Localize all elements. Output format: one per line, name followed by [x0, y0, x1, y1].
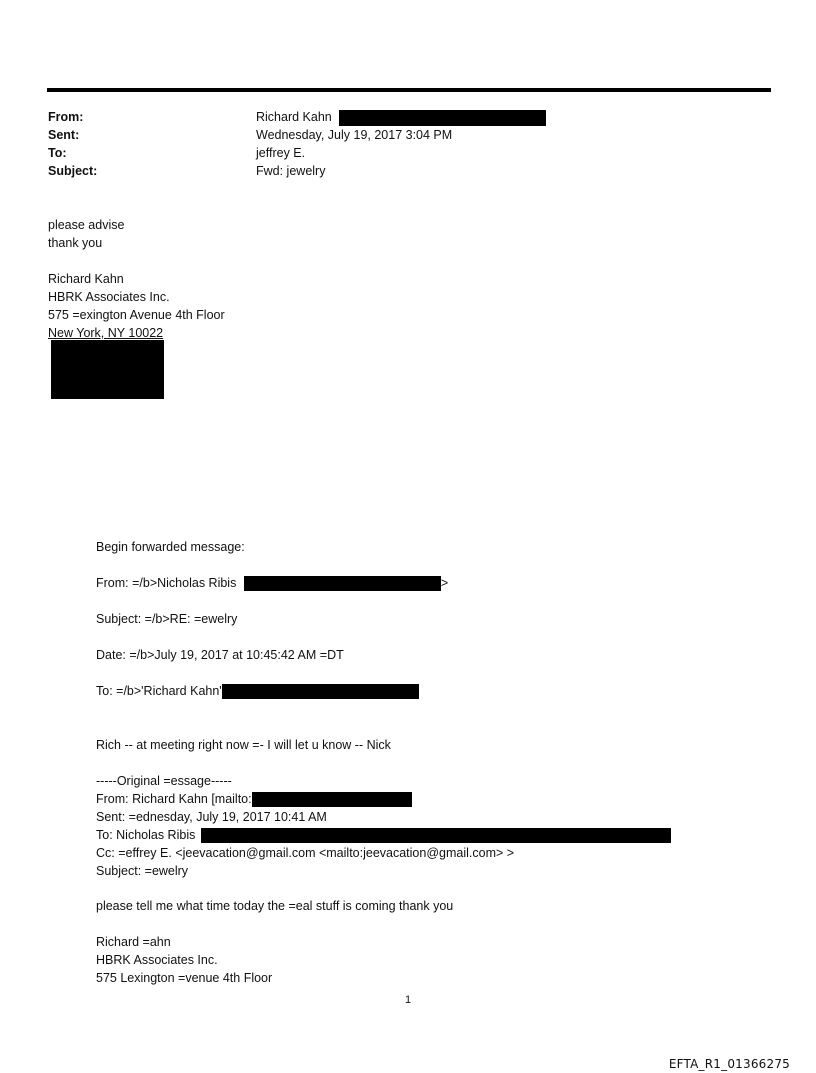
original-separator: -----Original =essage----- [96, 774, 232, 788]
from-label: From: [48, 110, 84, 124]
body-line: thank you [48, 236, 103, 250]
redaction-block [339, 110, 546, 126]
original-signature [96, 933, 272, 987]
header-sent-row [48, 126, 748, 144]
sent-label: Sent: [48, 128, 80, 142]
original-sig-name: Richard =ahn [96, 935, 171, 949]
page-number: 1 [404, 994, 412, 1006]
header-to-row [48, 144, 748, 162]
message-body [48, 216, 124, 252]
forwarded-from-text: From: =/b>Nicholas Ribis [96, 576, 237, 590]
original-cc: Cc: =effrey E. <jeevacation@gmail.com <mailto:jeevacation@gmail.com> > [96, 846, 515, 860]
to-label: To: [48, 146, 67, 160]
header-rule [47, 88, 771, 92]
redaction-block [244, 576, 441, 591]
body-line: please advise [48, 218, 125, 232]
forwarded-intro: Begin forwarded message: [96, 540, 245, 554]
header-subject-row [48, 162, 748, 180]
original-to: To: Nicholas Ribis [96, 828, 196, 842]
original-sig-address: 575 Lexington =venue 4th Floor [96, 971, 273, 985]
signature [48, 270, 225, 342]
forwarded-date: Date: =/b>July 19, 2017 at 10:45:42 AM =DT [96, 648, 344, 662]
email-header [48, 108, 748, 180]
forwarded-subject: Subject: =/b>RE: =ewelry [96, 612, 238, 626]
original-from: From: Richard Kahn [mailto: [96, 792, 252, 806]
redaction-block [252, 792, 412, 807]
subject-label: Subject: [48, 164, 98, 178]
to-value: jeffrey E. [256, 146, 306, 160]
signature-city: New York, NY 10022 [48, 326, 164, 340]
signature-company: HBRK Associates Inc. [48, 290, 170, 304]
signature-name: Richard Kahn [48, 272, 124, 286]
subject-value: Fwd: jewelry [256, 164, 326, 178]
header-from-row [48, 108, 748, 126]
forwarded-from-tail: > [440, 576, 449, 590]
original-message [96, 772, 671, 880]
redaction-block [51, 340, 164, 399]
signature-address: 575 =exington Avenue 4th Floor [48, 308, 225, 322]
original-subject: Subject: =ewelry [96, 864, 189, 878]
forwarded-from [96, 574, 448, 592]
original-sent: Sent: =ednesday, July 19, 2017 10:41 AM [96, 810, 327, 824]
from-value: Richard Kahn [256, 110, 332, 124]
document-id: EFTA_R1_01366275 [668, 1057, 790, 1071]
forwarded-to [96, 682, 419, 700]
redaction-block [222, 684, 419, 699]
redaction-block [201, 828, 671, 843]
forwarded-reply: Rich -- at meeting right now =- I will let u know -- Nick [96, 738, 391, 752]
original-body: please tell me what time today the =eal stuff is coming thank you [96, 899, 454, 913]
sent-value: Wednesday, July 19, 2017 3:04 PM [256, 128, 453, 142]
forwarded-to-text: To: =/b>'Richard Kahn' [96, 684, 222, 698]
original-sig-company: HBRK Associates Inc. [96, 953, 218, 967]
